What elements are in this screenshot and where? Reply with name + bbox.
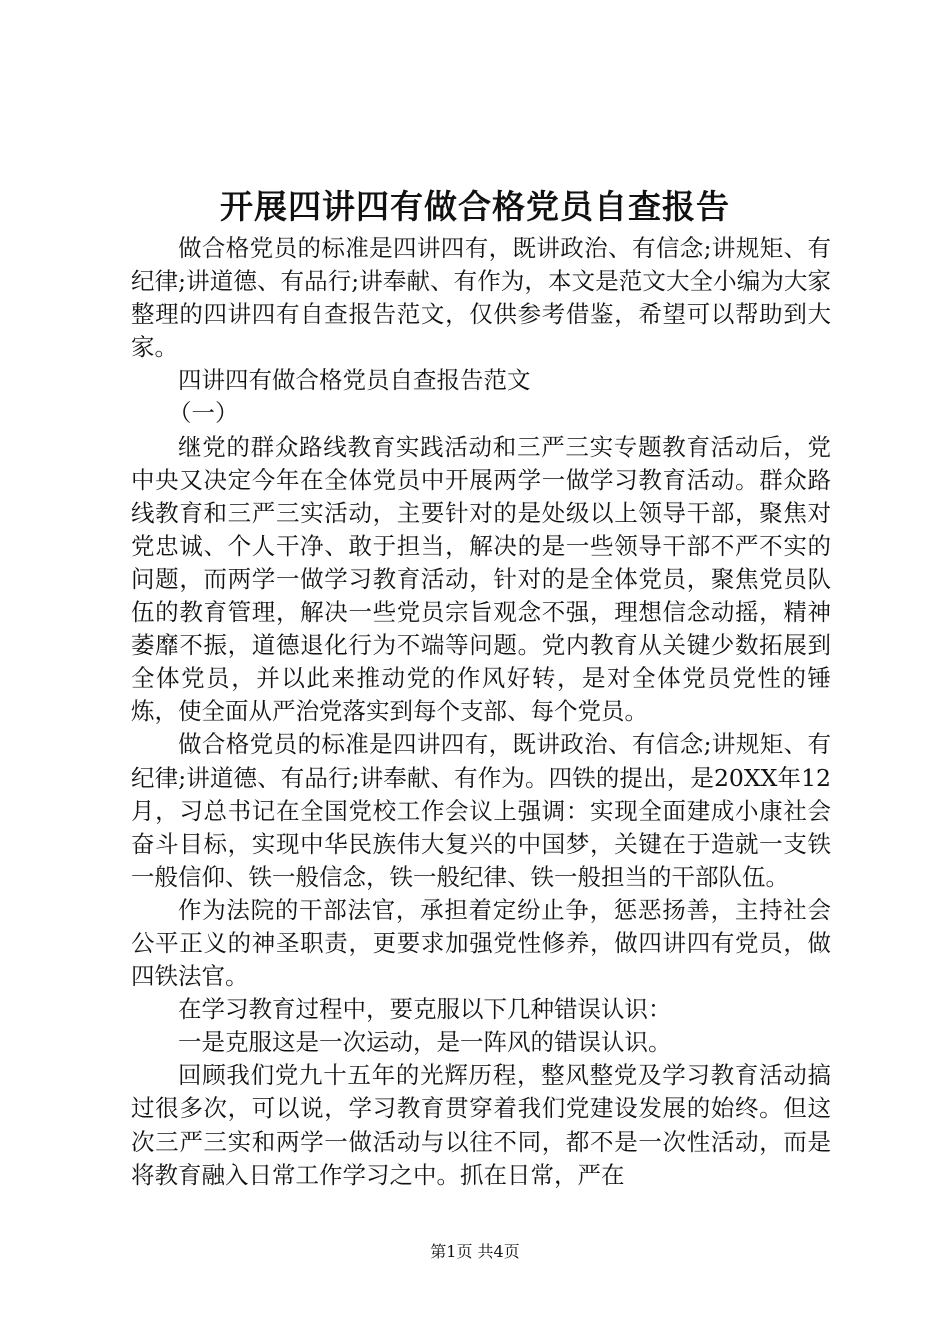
section-heading: 四讲四有做合格党员自查报告范文: [178, 366, 531, 395]
section-number: （一）: [168, 399, 239, 428]
paragraph: 作为法院的干部法官，承担着定纷止争，惩恶扬善，主持社会公平正义的神圣职责，更要求加强党性修养，做四讲四有党员，做四铁法官。: [131, 895, 831, 991]
paragraph: 做合格党员的标准是四讲四有，既讲政治、有信念;讲规矩、有纪律;讲道德、有品行;讲奉献、有作为。四铁的提出，是20XX年12月，习总书记在全国党校工作会议上强调：实现全面建成小康社会奋斗目标，实现中华民族伟大复兴的中国梦，关键在于造就一支铁一般信仰、铁一般信念，铁一般纪律、铁一般担当的干部队伍。: [131, 730, 831, 891]
paragraph-intro: 做合格党员的标准是四讲四有，既讲政治、有信念;讲规矩、有纪律;讲道德、有品行;讲奉献、有作为，本文是范文大全小编为大家整理的四讲四有自查报告范文，仅供参考借鉴，希望可以帮助到大家。: [131, 234, 831, 362]
paragraph: 回顾我们党九十五年的光辉历程，整风整党及学习教育活动搞过很多次，可以说，学习教育贯穿着我们党建设发展的始终。但这次三严三实和两学一做活动与以往不同，都不是一次性活动，而是将教育融入日常工作学习之中。抓在日常，严在: [131, 1061, 831, 1189]
paragraph: 在学习教育过程中，要克服以下几种错误认识：: [178, 995, 672, 1024]
paragraph: 继党的群众路线教育实践活动和三严三实专题教育活动后，党中央又决定今年在全体党员中开展两学一做学习教育活动。群众路线教育和三严三实活动，主要针对的是处级以上领导干部，聚焦对党忠诚、个人干净、敢于担当，解决的是一些领导干部不严不实的问题，而两学一做学习教育活动，针对的是全体党员，聚焦党员队伍的教育管理，解决一些党员宗旨观念不强，理想信念动摇，精神萎靡不振，道德退化行为不端等问题。党内教育从关键少数拓展到全体党员，并以此来推动党的作风好转，是对全体党员党性的锤炼，使全面从严治党落实到每个支部、每个党员。: [131, 432, 831, 726]
document-body: [131, 232, 831, 1192]
document-title: 开展四讲四有做合格党员自查报告: [220, 187, 730, 226]
paragraph: 一是克服这是一次运动，是一阵风的错误认识。: [178, 1028, 672, 1057]
page-footer: 第1页 共4页: [430, 1242, 520, 1261]
